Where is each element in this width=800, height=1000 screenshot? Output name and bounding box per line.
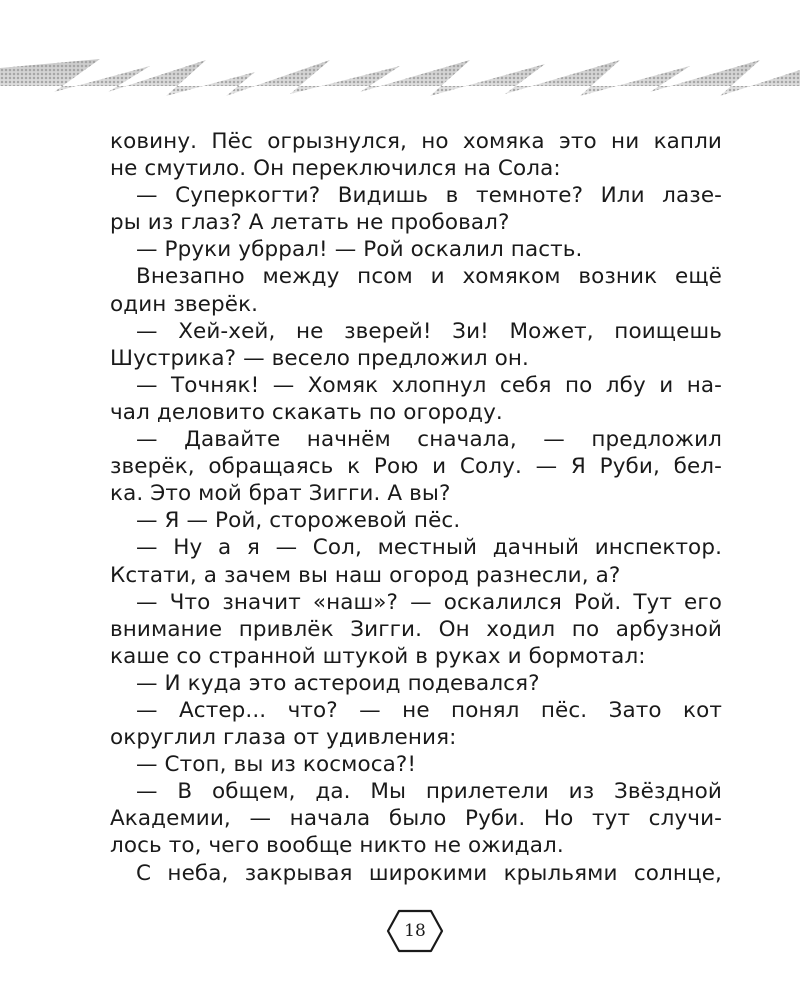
text-line: — Рруки убррал! — Рой оскалил пасть. [136, 237, 583, 263]
text-line: С неба, закрывая широкими крыльями солнце, [136, 860, 722, 886]
text-line: — Стоп, вы из космоса?! [136, 752, 417, 778]
text-line: один зверёк. [110, 291, 259, 317]
header-zigzag-decoration [0, 0, 800, 110]
text-line: Внезапно между псом и хомяком возник ещё [136, 264, 722, 290]
text-line: Кстати, а зачем вы наш огород разнесли, а? [110, 562, 621, 588]
text-line: — И куда это астероид подевался? [136, 670, 540, 696]
text-line: — Суперкогти? Видишь в темноте? Или лазе- [136, 183, 722, 209]
text-line: — Хей-хей, не зверей! Зи! Может, поищешь [136, 318, 722, 344]
text-line: ры из глаз? А летать не пробовал? [110, 210, 510, 236]
body-text [110, 128, 722, 887]
text-line: Академии, — начала было Руби. Но тут случи- [110, 806, 722, 832]
text-line: каше со странной штукой в руках и бормотал: [110, 643, 646, 669]
text-line: — Ну а я — Сол, местный дачный инспектор. [136, 535, 722, 561]
text-line: — В общем, да. Мы прилетели из Звёздной [136, 779, 722, 805]
text-line: — Астер... что? — не понял пёс. Зато кот [136, 697, 722, 723]
page-number-badge [385, 908, 445, 954]
text-line: Шустрика? — весело предложил он. [110, 345, 529, 371]
text-line: — Я — Рой, сторожевой пёс. [136, 508, 461, 534]
text-line: ковину. Пёс огрызнулся, но хомяка это ни капли [110, 129, 722, 154]
text-line: внимание привлёк Зигги. Он ходил по арбузной [110, 616, 722, 642]
text-line: не смутило. Он переключился на Сола: [110, 156, 561, 182]
text-line: округлил глаза от удивления: [110, 725, 457, 751]
text-line: зверёк, обращаясь к Рою и Солу. — Я Руби, бел- [110, 454, 722, 480]
text-line: ка. Это мой брат Зигги. А вы? [110, 481, 451, 507]
text-line: — Давайте начнём сначала, — предложил [136, 427, 722, 453]
text-line: чал деловито скакать по огороду. [110, 399, 503, 425]
page-number: 18 [404, 921, 426, 941]
text-line: лось то, чего вообще никто не ожидал. [110, 833, 564, 859]
text-line: — Что значит «наш»? — оскалился Рой. Тут его [136, 589, 722, 615]
text-line: — Точняк! — Хомяк хлопнул себя по лбу и на- [136, 372, 722, 398]
